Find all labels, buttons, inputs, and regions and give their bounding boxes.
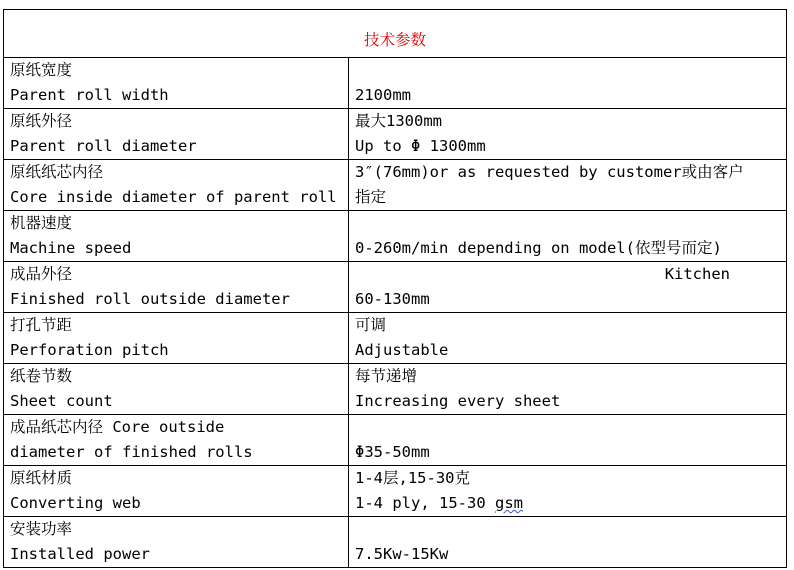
table-row xyxy=(4,58,787,109)
table-title: 技术参数 xyxy=(4,10,787,58)
param-label-zh: 原纸外径 xyxy=(10,112,73,130)
param-label xyxy=(4,517,349,568)
param-value-line1 xyxy=(355,211,780,236)
param-value-line1: Kitchen xyxy=(664,265,731,283)
param-value-line1 xyxy=(355,517,780,542)
param-value-line2: Adjustable xyxy=(355,341,449,359)
param-label xyxy=(4,109,349,160)
param-value xyxy=(349,466,787,517)
param-value-line2: Φ35-50mm xyxy=(355,443,430,461)
param-value-line2: Up to Φ 1300mm xyxy=(355,137,486,155)
param-value-line1: 最大1300mm xyxy=(355,112,442,130)
table-row xyxy=(4,313,787,364)
param-label xyxy=(4,466,349,517)
param-value-line1: 每节递增 xyxy=(355,367,418,385)
param-label-en: Core inside diameter of parent roll xyxy=(10,188,337,206)
param-value-line1: 3″(76mm)or as requested by customer或由客户 xyxy=(355,163,744,181)
param-label-zh: 原纸纸芯内径 xyxy=(10,163,104,181)
param-value xyxy=(349,364,787,415)
param-label xyxy=(4,415,349,466)
param-label xyxy=(4,364,349,415)
param-label xyxy=(4,313,349,364)
param-label-zh: 安装功率 xyxy=(10,520,73,538)
param-value xyxy=(349,58,787,109)
param-label xyxy=(4,58,349,109)
param-label-en: Machine speed xyxy=(10,239,132,257)
param-label xyxy=(4,262,349,313)
param-value-line2: 0-260m/min depending on model(依型号而定) xyxy=(355,239,722,257)
param-value xyxy=(349,517,787,568)
param-label-en: Converting web xyxy=(10,494,141,512)
param-label-zh: 原纸宽度 xyxy=(10,61,73,79)
param-value xyxy=(349,262,787,313)
param-label-zh: 纸卷节数 xyxy=(10,367,73,385)
param-label-zh: 成品纸芯内径 Core outside xyxy=(10,418,225,436)
param-value-line1: 1-4层,15-30克 xyxy=(355,469,470,487)
param-label-zh: 成品外径 xyxy=(10,265,73,283)
param-value xyxy=(349,211,787,262)
param-label-en: Installed power xyxy=(10,545,150,563)
param-value-line1 xyxy=(355,58,780,83)
param-value-line1 xyxy=(355,415,780,440)
table-row xyxy=(4,109,787,160)
param-value xyxy=(349,109,787,160)
table-row xyxy=(4,160,787,211)
param-label-en: Parent roll width xyxy=(10,86,169,104)
title-row xyxy=(4,10,787,58)
param-label-zh: 原纸材质 xyxy=(10,469,73,487)
param-label-en: Perforation pitch xyxy=(10,341,169,359)
param-label-zh: 机器速度 xyxy=(10,214,73,232)
param-value-line2: 7.5Kw-15Kw xyxy=(355,545,449,563)
param-label-en: Parent roll diameter xyxy=(10,137,197,155)
param-value-main: 1-4 ply, 15-30 xyxy=(355,494,495,512)
param-value xyxy=(349,160,787,211)
spellcheck-underline-word: gsm xyxy=(494,494,523,512)
param-label-en: Finished roll outside diameter xyxy=(10,290,290,308)
param-value xyxy=(349,415,787,466)
param-value-line2: Increasing every sheet xyxy=(355,392,561,410)
table-row xyxy=(4,211,787,262)
spec-table xyxy=(3,9,787,568)
param-value-line1: 可调 xyxy=(355,316,387,334)
param-label xyxy=(4,160,349,211)
param-value-line2: 2100mm xyxy=(355,86,411,104)
param-value-line2: 指定 xyxy=(355,188,387,206)
table-row xyxy=(4,364,787,415)
table-row xyxy=(4,466,787,517)
param-label-en: Sheet count xyxy=(10,392,113,410)
param-value xyxy=(349,313,787,364)
param-label-zh: 打孔节距 xyxy=(10,316,73,334)
param-label xyxy=(4,211,349,262)
param-label-en: diameter of finished rolls xyxy=(10,443,253,461)
table-row xyxy=(4,517,787,568)
table-row xyxy=(4,415,787,466)
param-value-line2 xyxy=(355,491,780,516)
table-row xyxy=(4,262,787,313)
param-value-line2: 60-130mm xyxy=(355,290,430,308)
